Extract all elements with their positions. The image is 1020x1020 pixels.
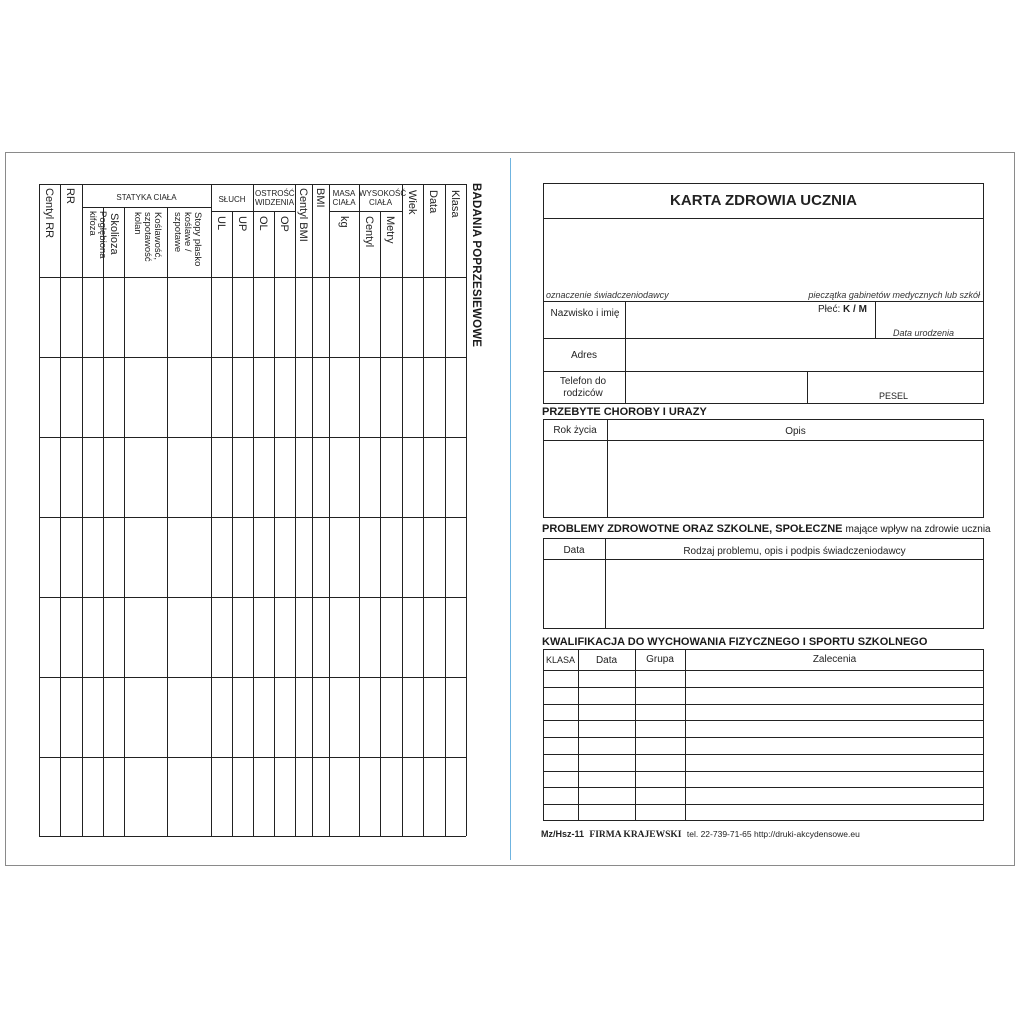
pe-table — [543, 649, 984, 821]
col-line — [274, 211, 275, 836]
col-line — [60, 184, 61, 836]
sex-label: Płeć: — [818, 304, 841, 315]
col-line — [82, 184, 83, 836]
problems-title: PROBLEMY ZDROWOTNE ORAZ SZKOLNE, SPOŁECZNE — [542, 523, 843, 535]
col-line — [253, 184, 254, 836]
stamp-label: pieczątka gabinetów medycznych lub szkół — [808, 290, 980, 300]
group-header-wysokosc: WYSOKOŚĆ CIAŁA — [359, 189, 407, 207]
illness-col-desc: Opis — [785, 426, 806, 437]
col-ul: UL — [215, 216, 227, 231]
col-line — [380, 211, 381, 836]
form-code: Mz/Hsz-11 — [541, 829, 585, 839]
problems-col-date: Data — [563, 545, 585, 556]
pe-section-title: KWALIFIKACJA DO WYCHOWANIA FIZYCZNEGO I SPORTU SZKOLNEGO — [542, 636, 928, 648]
illness-section-title: PRZEBYTE CHOROBY I URAZY — [542, 406, 707, 418]
col-up: UP — [236, 216, 248, 232]
pe-row-line — [543, 787, 984, 788]
pe-col-divider — [578, 649, 579, 821]
col-klasa: Klasa — [449, 190, 461, 218]
sex-field — [818, 304, 867, 315]
title-divider — [543, 218, 984, 219]
pe-row-line — [543, 804, 984, 805]
provider-label: oznaczenie świadczeniodawcy — [546, 290, 669, 300]
col-op: OP — [278, 216, 290, 232]
problems-section-title — [542, 523, 991, 535]
firm-name: FIRMA KRAJEWSKI — [589, 830, 682, 840]
col-line — [39, 184, 40, 836]
col-line — [466, 184, 467, 836]
col-line — [167, 207, 168, 836]
illness-header-line — [543, 440, 984, 441]
info-divider — [543, 301, 984, 302]
group-header-masa: MASA CIAŁA — [332, 189, 356, 207]
group-line-masa — [329, 211, 359, 212]
address-label: Adres — [570, 350, 598, 361]
col-kifoza: Pogłębiona kifoza — [87, 211, 108, 259]
group-header-ostrosc: OSTROŚĆ WIDZENIA — [255, 189, 295, 207]
col-ol: OL — [257, 216, 269, 231]
col-centyl-bmi: Centyl BMI — [297, 188, 309, 242]
sex-divider — [875, 301, 876, 338]
problems-col-kind: Rodzaj problemu, opis i podpis świadczeniodawcy — [683, 546, 906, 557]
pe-row-line — [543, 720, 984, 721]
name-label: Nazwisko i imię — [550, 308, 620, 319]
col-centyl: Centyl — [363, 216, 375, 248]
illness-col-year: Rok życia — [553, 425, 597, 436]
col-line — [402, 184, 403, 836]
footer — [541, 829, 860, 840]
col-line — [232, 211, 233, 836]
pe-col-divider — [635, 649, 636, 821]
pe-col-date: Data — [595, 655, 618, 666]
pesel-label: PESEL — [879, 391, 909, 401]
col-line — [445, 184, 446, 836]
col-metry: Metry — [384, 216, 396, 244]
col-line — [211, 184, 212, 836]
col-bmi: BMI — [314, 188, 326, 208]
label-column-divider — [625, 301, 626, 403]
col-line — [423, 184, 424, 836]
pe-row-line — [543, 737, 984, 738]
pe-row-line — [543, 687, 984, 688]
sex-options: K / M — [843, 304, 867, 315]
pe-row-line — [543, 670, 984, 671]
col-wiek: Wiek — [406, 190, 418, 215]
problems-header-line — [543, 559, 984, 560]
birth-date-label: Data urodzenia — [893, 328, 955, 338]
pe-row-line — [543, 754, 984, 755]
left-page-title: BADANIA POPRZESIEWOWE — [470, 183, 482, 348]
info-divider — [543, 338, 984, 339]
pesel-divider — [807, 371, 808, 403]
table-border-bottom — [39, 836, 466, 837]
firm-contact: tel. 22-739-71-65 http://druki-akcydensowe.eu — [686, 829, 860, 839]
group-header-sluch: SŁUCH — [218, 195, 246, 204]
group-header-statyka: STATYKA CIAŁA — [116, 193, 177, 202]
pe-col-class: KLASA — [545, 655, 576, 665]
col-stopy: Stopy płasko koślawe / szpotawe — [172, 212, 203, 267]
pe-row-line — [543, 771, 984, 772]
col-skolioza: Skolioza — [108, 213, 120, 255]
col-line — [329, 184, 330, 836]
col-line — [103, 207, 104, 836]
col-line — [359, 184, 360, 836]
col-kolana: Koślawość, szpotawość kolan — [132, 212, 163, 262]
pe-col-recommend: Zalecenia — [812, 654, 857, 665]
col-rr: RR — [64, 188, 76, 204]
phone-label: Telefon do rodziców — [559, 376, 607, 399]
pe-col-group: Grupa — [646, 654, 674, 665]
col-line — [124, 207, 125, 836]
problems-note: mające wpływ na zdrowie ucznia — [845, 524, 991, 535]
group-line-statyka — [82, 207, 211, 208]
col-data: Data — [427, 190, 439, 214]
pe-row-line — [543, 704, 984, 705]
page-title: KARTA ZDROWIA UCZNIA — [670, 192, 857, 209]
col-line — [312, 184, 313, 836]
col-centyl-rr: Centyl RR — [43, 188, 55, 239]
col-kg: kg — [338, 216, 350, 228]
col-line — [295, 184, 296, 836]
info-divider — [543, 371, 984, 372]
pe-col-divider — [685, 649, 686, 821]
